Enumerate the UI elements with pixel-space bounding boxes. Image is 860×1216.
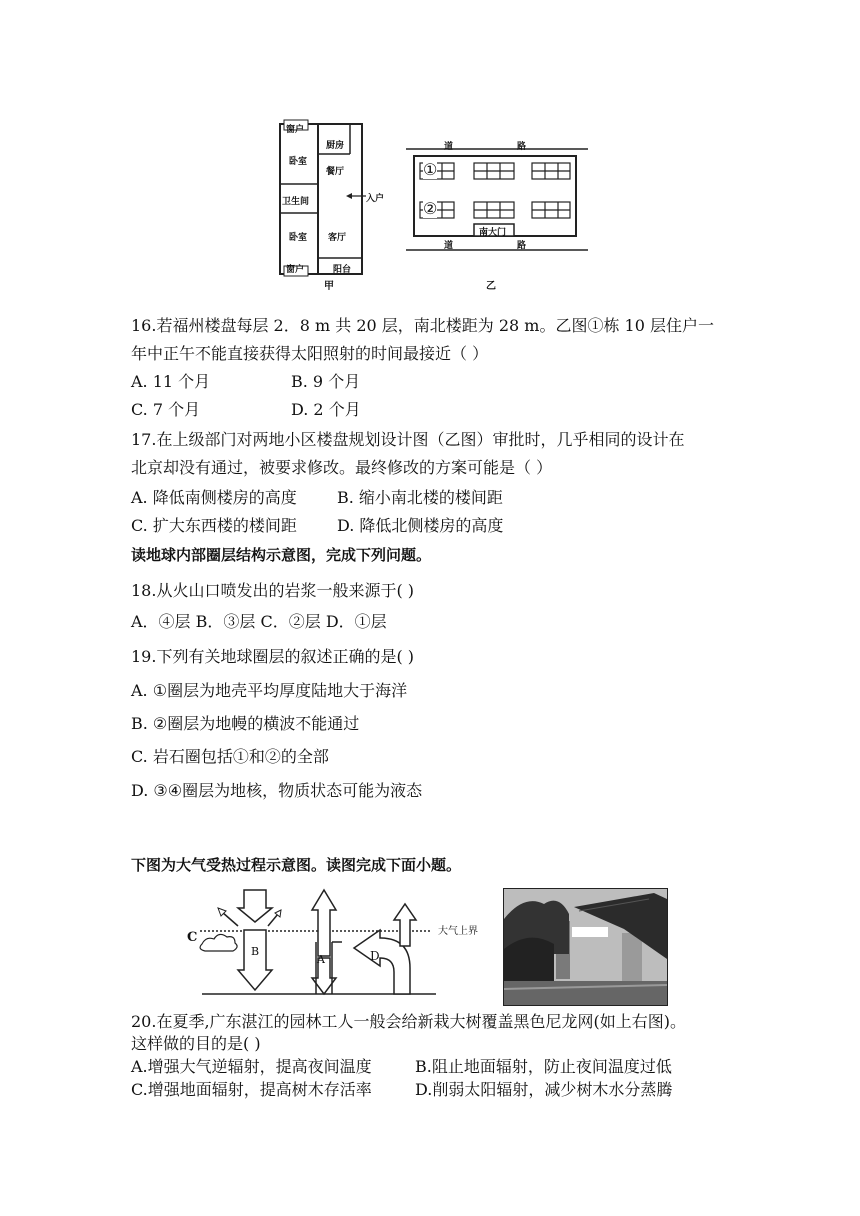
kitchen-label: 厨房 bbox=[326, 141, 345, 151]
q17-option-b: B. 缩小南北楼的楼间距 bbox=[337, 488, 503, 507]
q17-option-a: A. 降低南侧楼房的高度 bbox=[131, 488, 297, 507]
q17-option-d: D. 降低北侧楼房的高度 bbox=[337, 516, 504, 535]
q20-option-a: A.增强大气逆辐射，提高夜间温度 bbox=[131, 1057, 372, 1076]
bedroom2-label: 卧室 bbox=[289, 233, 308, 243]
figure-yi-caption: 乙 bbox=[486, 281, 496, 292]
tree-net-photo bbox=[503, 888, 668, 1006]
q19-option-d: D. ③④圈层为地核，物质状态可能为液态 bbox=[131, 781, 423, 800]
dining-label: 餐厅 bbox=[326, 167, 345, 177]
road-bottom-left: 道 bbox=[444, 241, 454, 251]
label-b: B bbox=[251, 945, 260, 958]
q16-stem-line2: 年中正午不能直接获得太阳照射的时间最接近（ ） bbox=[131, 344, 489, 363]
building-2-marker: ② bbox=[423, 199, 438, 218]
label-a: A bbox=[317, 953, 325, 966]
bathroom-label: 卫生间 bbox=[282, 197, 310, 207]
q19-option-c: C. 岩石圈包括①和②的全部 bbox=[131, 747, 329, 766]
q20-option-b: B.阻止地面辐射，防止夜间温度过低 bbox=[415, 1057, 672, 1076]
q17-stem-line2: 北京却没有通过，被要求修改。最终修改的方案可能是（ ） bbox=[131, 458, 553, 477]
q20-stem-line2: 这样做的目的是( ) bbox=[131, 1034, 261, 1053]
building-1-marker: ① bbox=[423, 160, 438, 179]
q19-option-b: B. ②圈层为地幔的横波不能通过 bbox=[131, 714, 360, 733]
q19-option-a: A. ①圈层为地壳平均厚度陆地大于海洋 bbox=[131, 681, 408, 700]
section3-heading: 下图为大气受热过程示意图。读图完成下面小题。 bbox=[131, 856, 462, 874]
q20-option-d: D.削弱太阳辐射，减少树木水分蒸腾 bbox=[415, 1080, 673, 1099]
bedroom1-label: 卧室 bbox=[289, 157, 308, 167]
label-c: C bbox=[187, 930, 198, 945]
road-top-right: 路 bbox=[517, 142, 527, 152]
south-gate-label: 南大门 bbox=[479, 228, 507, 238]
label-d: D bbox=[370, 949, 380, 963]
q18-stem: 18.从火山口喷发出的岩浆一般来源于( ) bbox=[131, 581, 415, 600]
window-bottom-label: 窗户 bbox=[286, 265, 305, 275]
balcony-label: 阳台 bbox=[333, 265, 352, 275]
q16-option-c: C. 7 个月 bbox=[131, 400, 201, 419]
entry-label: 入户 bbox=[366, 194, 385, 204]
q16-option-b: B. 9 个月 bbox=[291, 372, 361, 391]
q16-stem-line1: 16.若福州楼盘每层 2．8 m 共 20 层，南北楼距为 28 m。乙图①栋 10 层住户一 bbox=[131, 316, 715, 335]
q17-option-c: C. 扩大东西楼的楼间距 bbox=[131, 516, 297, 535]
q18-options: A．④层 B．③层 C．②层 D．①层 bbox=[131, 612, 387, 631]
atmosphere-heating-diagram bbox=[186, 886, 498, 998]
road-bottom-right: 路 bbox=[517, 241, 527, 251]
q17-stem-line1: 17.在上级部门对两地小区楼盘规划设计图（乙图）审批时，几乎相同的设计在 bbox=[131, 430, 685, 449]
q16-option-d: D. 2 个月 bbox=[291, 400, 361, 419]
road-top-left: 道 bbox=[444, 142, 454, 152]
q19-stem: 19.下列有关地球圈层的叙述正确的是( ) bbox=[131, 647, 415, 666]
window-top-label: 窗户 bbox=[286, 125, 305, 135]
q16-option-a: A. 11 个月 bbox=[131, 372, 211, 391]
living-label: 客厅 bbox=[328, 233, 347, 243]
atmosphere-boundary-label: 大气上界 bbox=[438, 926, 478, 937]
q20-option-c: C.增强地面辐射，提高树木存活率 bbox=[131, 1080, 372, 1099]
section2-heading: 读地球内部圈层结构示意图，完成下列问题。 bbox=[131, 546, 432, 564]
figure-jia-caption: 甲 bbox=[324, 281, 334, 292]
q20-stem-line1: 20.在夏季,广东湛江的园林工人一般会给新栽大树覆盖黑色尼龙网(如上右图)。 bbox=[131, 1012, 687, 1031]
